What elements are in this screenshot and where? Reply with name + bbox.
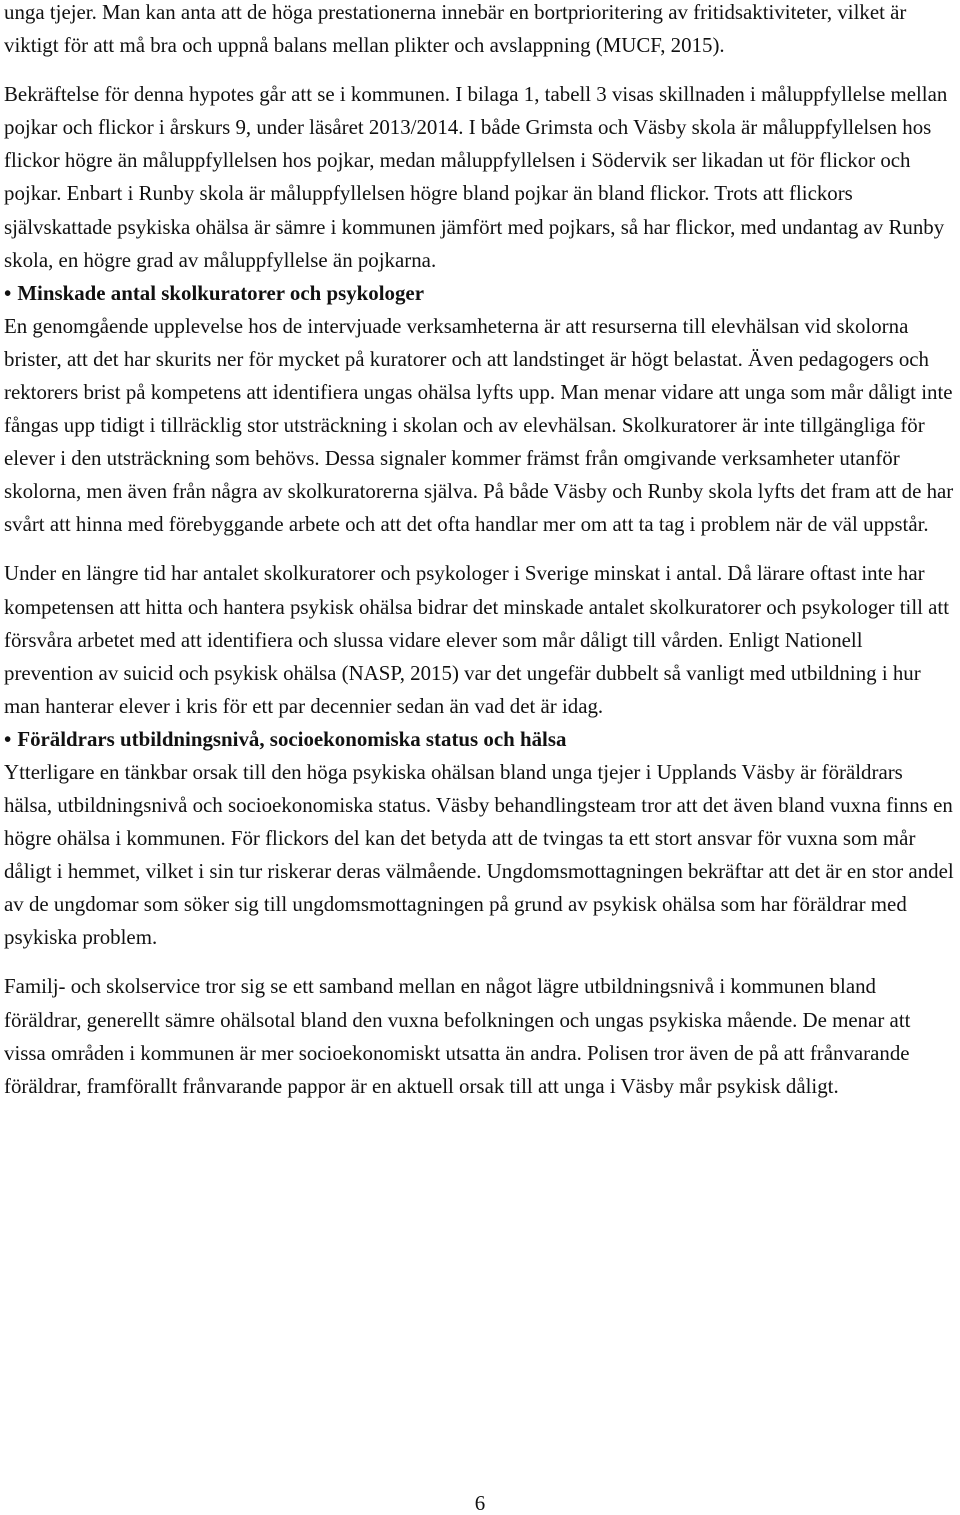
paragraph-hypothesis: Bekräftelse för denna hypotes går att se i kommunen. I bilaga 1, tabell 3 visas skillnaden i måluppfyllelse mellan pojkar och flickor i årskurs 9, under läsåret 2013/2014. I både Grimsta och Väsby skola är måluppfyllelsen hos flickor högre än måluppfyllelsen hos pojkar, medan måluppfyllelsen i Södervik ser likadan ut för flickor och pojkar. Enbart i Runby skola är måluppfyllelsen högre bland pojkar än bland flickor. Trots att flickors självskattade psykiska ohälsa är sämre i kommunen jämfört med pojkars, så har flickor, med undantag av Runby skola, en högre grad av måluppfyllelse än pojkarna. bbox=[4, 82, 948, 272]
bullet-icon: • bbox=[4, 280, 12, 305]
paragraph-elevhalsa: En genomgående upplevelse hos de intervjuade verksamheterna är att resurserna till elevhälsan vid skolorna brister, att det har skurits ner för mycket på kuratorer och att landstinget är högt belastat. Även pedagogers och rektorers brist på kompetens att identifiera ungas ohälsa lyfts upp. Man menar vidare att unga som mår dåligt inte fångas upp tidigt i tillräcklig stor utsträckning i skolan och av elevhälsan. Skolkuratorer är inte tillgängliga för elever i den utsträckning som behövs. Dessa signaler kommer främst från omgivande verksamheter utanför skolorna, men även från några av skolkuratorerna själva. På både Väsby och Runby skola lyfts det fram att de har svårt att hinna med förebyggande arbete och att det ofta handlar mer om att ta tag i problem när de väl uppstår. bbox=[4, 313, 954, 537]
paragraph-continuation: unga tjejer. Man kan anta att de höga prestationerna innebär en bortprioritering av fritidsaktiviteter, vilket är viktigt för att må bra och uppnå balans mellan plikter och avslappning (MUCF, 2015). bbox=[4, 0, 907, 58]
section-heading-kuratorer bbox=[4, 277, 954, 310]
page-number: 6 bbox=[474, 1491, 486, 1515]
section-heading-foraldrar bbox=[4, 723, 954, 756]
paragraph-familj-skolservice: Familj- och skolservice tror sig se ett samband mellan en något lägre utbildningsnivå i kommunen bland föräldrar, generellt sämre ohälsotal bland den vuxna befolkningen och ungas psykiska mående. De menar att vissa områden i kommunen är mer socioekonomiskt utsatta än andra. Polisen tror även de på att frånvarande föräldrar, framförallt frånvarande pappor är en aktuell orsak till att unga i Väsby mår psykisk dåligt. bbox=[4, 974, 911, 1098]
document-page bbox=[4, 0, 954, 1103]
bullet-icon: • bbox=[4, 726, 12, 751]
heading-text: Föräldrars utbildningsnivå, socioekonomiska status och hälsa bbox=[17, 726, 567, 751]
heading-text: Minskade antal skolkuratorer och psykologer bbox=[17, 280, 424, 305]
paragraph-foraldrars-halsa: Ytterligare en tänkbar orsak till den höga psykiska ohälsan bland unga tjejer i Upplands Väsby är föräldrars hälsa, utbildningsnivå och socioekonomiska status. Väsby behandlingsteam tror att det även bland vuxna finns en högre ohälsa i kommunen. För flickors del kan det betyda att de tvingas ta ett stort ansvar för vuxna som mår dåligt i hemmet, vilket i sin tur riskerar deras välmående. Ungdomsmottagningen bekräftar att det är en stor andel av de ungdomar som söker sig till ungdomsmottagningen på grund av psykisk ohälsa som har föräldrar med psykiska problem. bbox=[4, 759, 954, 950]
paragraph-psykologer: Under en längre tid har antalet skolkuratorer och psykologer i Sverige minskat i antal. Då lärare oftast inte har kompetensen att hitta och hantera psykisk ohälsa bidrar det minskade antalet skolkuratorer och psykologer till att försvåra arbetet med att identifiera och slussa vidare elever som mår dåligt till vården. Enligt Nationell prevention av suicid och psykisk ohälsa (NASP, 2015) var det ungefär dubbelt så vanligt med utbildning i hur man hanterar elever i kris för ett par decennier sedan än vad det är idag. bbox=[4, 561, 950, 718]
